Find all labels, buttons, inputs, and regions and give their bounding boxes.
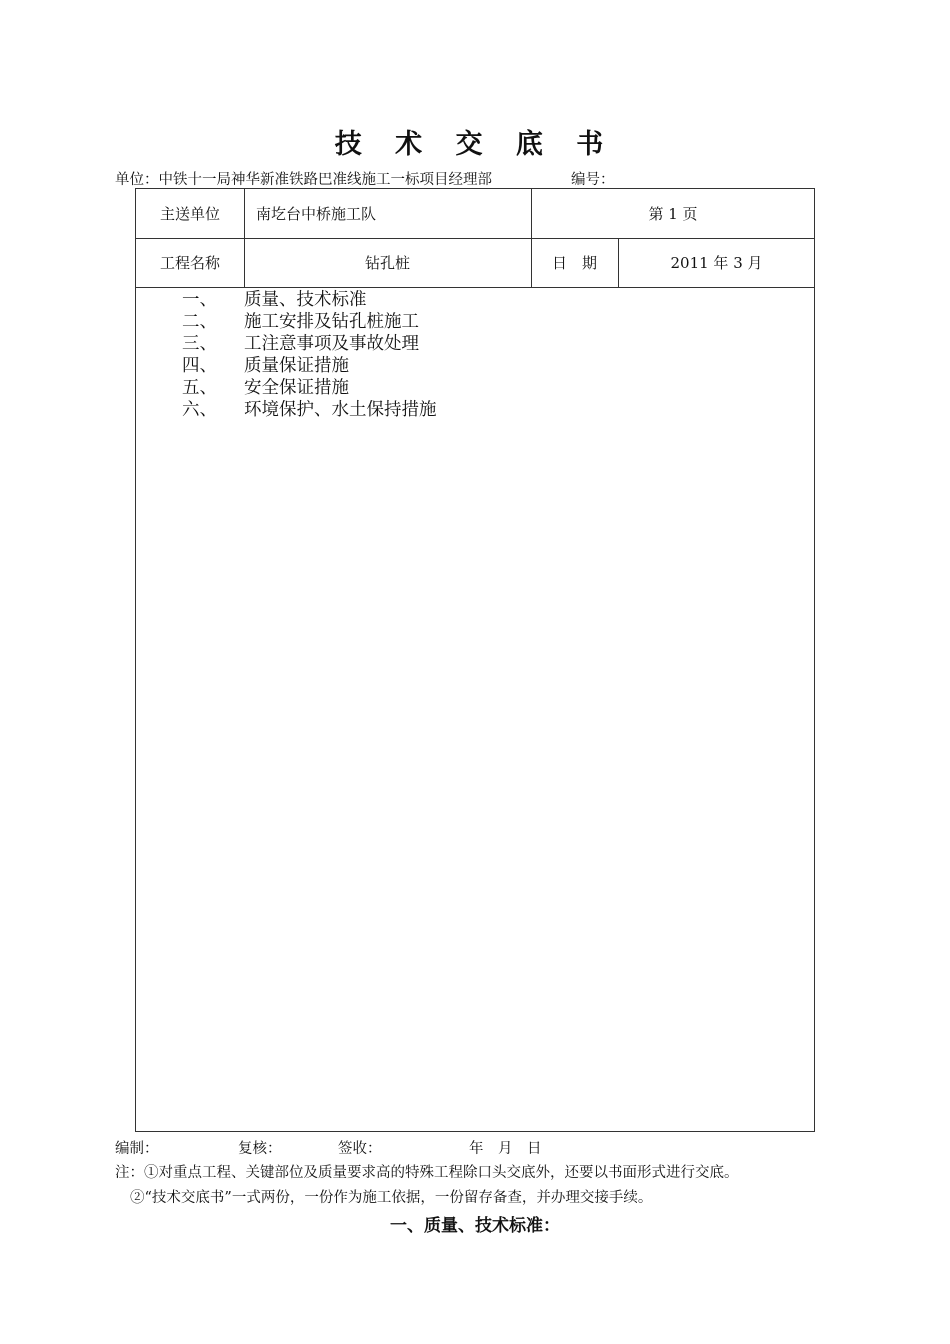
item-number: 四、 — [182, 356, 217, 376]
list-item — [182, 289, 437, 311]
table-divider — [136, 287, 814, 288]
project-value: 钻孔桩 — [364, 254, 410, 272]
item-text: 质量、技术标准 — [244, 290, 367, 310]
item-number: 三、 — [182, 334, 217, 354]
compiled-label: 编制： — [115, 1141, 159, 1157]
item-text: 环境保护、水土保持措施 — [244, 400, 437, 420]
date-value: 2011 年 3 月 — [670, 254, 763, 272]
note-2: ②“技术交底书”一式两份，一份作为施工依据，一份留存备查，并办理交接手续。 — [130, 1190, 653, 1206]
disclosure-table — [135, 188, 815, 1132]
list-item — [182, 377, 437, 399]
item-text: 安全保证措施 — [244, 378, 349, 398]
date-label: 日 期 — [551, 254, 597, 272]
list-item — [182, 311, 437, 333]
project-label: 工程名称 — [159, 254, 220, 272]
item-text: 工注意事项及事故处理 — [244, 334, 419, 354]
unit-label: 单位：中铁十一局神华新准铁路巴准线施工一标项目经理部 — [115, 172, 492, 188]
item-text: 施工安排及钻孔桩施工 — [244, 312, 419, 332]
reviewed-label: 复核： — [238, 1141, 282, 1157]
item-number: 一、 — [182, 290, 217, 310]
list-item — [182, 399, 437, 421]
number-label: 编号： — [571, 172, 615, 188]
page-label: 第 1 页 — [648, 205, 698, 223]
date-signature: 年 月 日 — [469, 1141, 542, 1157]
item-text: 质量保证措施 — [244, 356, 349, 376]
item-number: 二、 — [182, 312, 217, 332]
item-number: 六、 — [182, 400, 217, 420]
document-title: 技 术 交 底 书 — [334, 129, 616, 160]
item-number: 五、 — [182, 378, 217, 398]
signature-line — [115, 1137, 815, 1157]
unit-line — [115, 168, 615, 189]
sender-label: 主送单位 — [159, 205, 220, 223]
sender-value: 南圪台中桥施工队 — [256, 205, 377, 223]
section-heading: 一、质量、技术标准： — [390, 1216, 560, 1236]
list-item — [182, 355, 437, 377]
received-label: 签收： — [338, 1141, 382, 1157]
note-1: 注：①对重点工程、关键部位及质量要求高的特殊工程除口头交底外，还要以书面形式进行交底。 — [115, 1165, 739, 1181]
list-item — [182, 333, 437, 355]
contents-list — [182, 289, 437, 421]
